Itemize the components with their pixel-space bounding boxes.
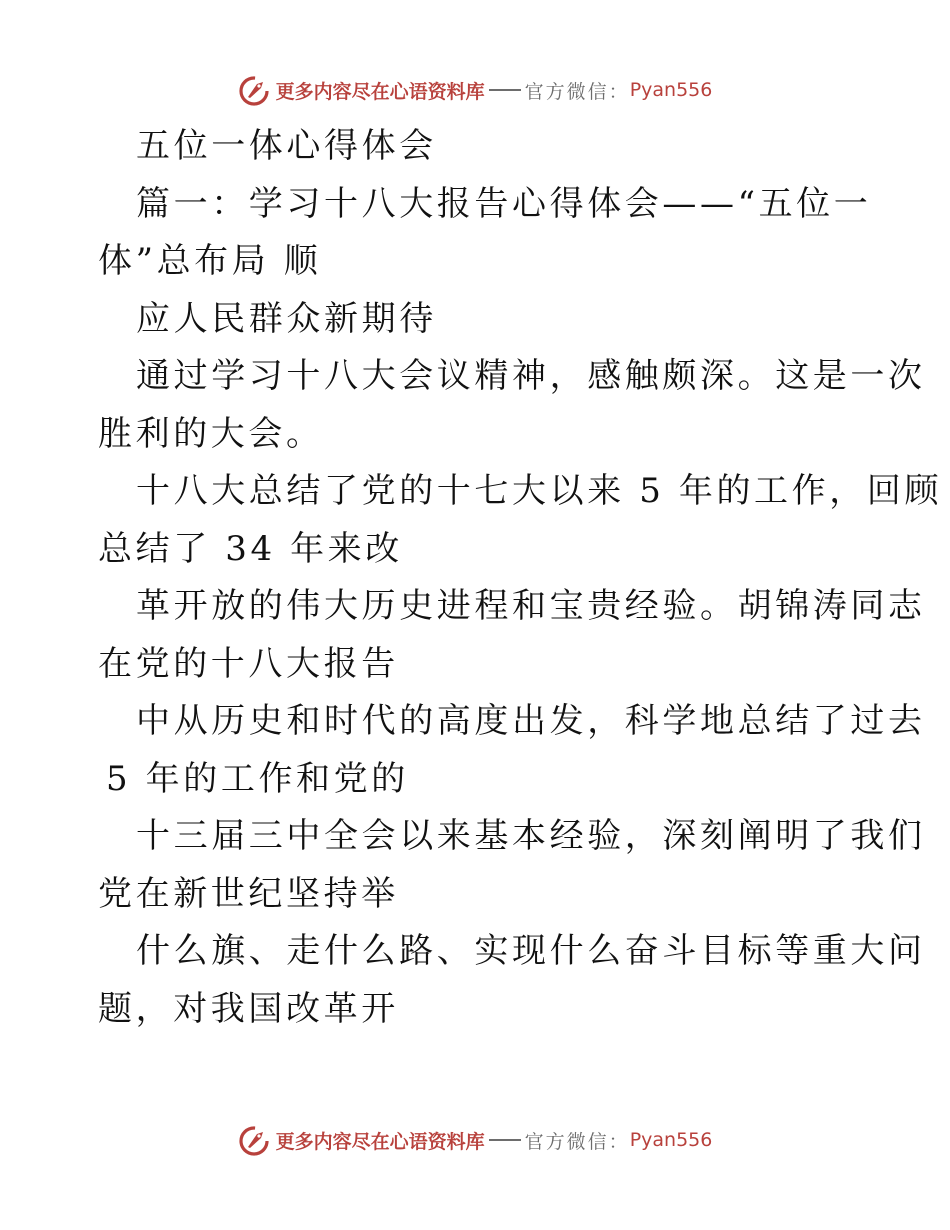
banner-wechat-id: Pyan556 <box>629 79 713 101</box>
banner-sub-text: 官方微信： <box>524 1130 630 1153</box>
banner-dash <box>489 89 521 91</box>
paragraph-line: 革开放的伟大历史进程和宝贵经验。胡锦涛同志 <box>136 586 926 626</box>
paragraph-line: 应人民群众新期待 <box>136 298 437 339</box>
paragraph-line: 胜利的大会。 <box>98 413 324 454</box>
header-banner <box>0 70 950 110</box>
paragraph-line: 党在新世纪坚持举 <box>98 873 399 914</box>
paragraph-line: 中从历史和时代的高度出发，科学地总结了过去 <box>136 701 926 741</box>
paragraph-line: 什么旗、走什么路、实现什么奋斗目标等重大问 <box>136 931 926 971</box>
paragraph-line: 题，对我国改革开 <box>98 988 399 1029</box>
pen-nib-logo-icon <box>238 1123 272 1157</box>
document-body <box>98 118 943 1038</box>
paragraph-line: 在党的十八大报告 <box>98 643 399 684</box>
paragraph-line: 十八大总结了党的十七大以来 5 年的工作，回顾 <box>136 471 943 511</box>
paragraph-line: 十三届三中全会以来基本经验，深刻阐明了我们 <box>136 816 926 856</box>
banner-brand-text: 更多内容尽在心语资料库 <box>275 1130 485 1153</box>
section-heading: 篇一：学习十八大报告心得体会——“五位一 <box>136 183 872 224</box>
footer-banner <box>0 1120 950 1160</box>
banner-wechat-id: Pyan556 <box>629 1129 713 1151</box>
banner-sub-text: 官方微信： <box>524 80 630 103</box>
section-heading-continued: 体”总布局 顺 <box>98 241 322 281</box>
document-title: 五位一体心得体会 <box>136 126 437 166</box>
banner-brand-text: 更多内容尽在心语资料库 <box>275 80 485 103</box>
banner-dash <box>489 1139 521 1141</box>
paragraph-line: 总结了 34 年来改 <box>98 528 403 569</box>
paragraph-line: 5 年的工作和党的 <box>106 758 409 799</box>
paragraph-line: 通过学习十八大会议精神，感触颇深。这是一次 <box>136 356 926 396</box>
pen-nib-logo-icon <box>238 73 272 107</box>
